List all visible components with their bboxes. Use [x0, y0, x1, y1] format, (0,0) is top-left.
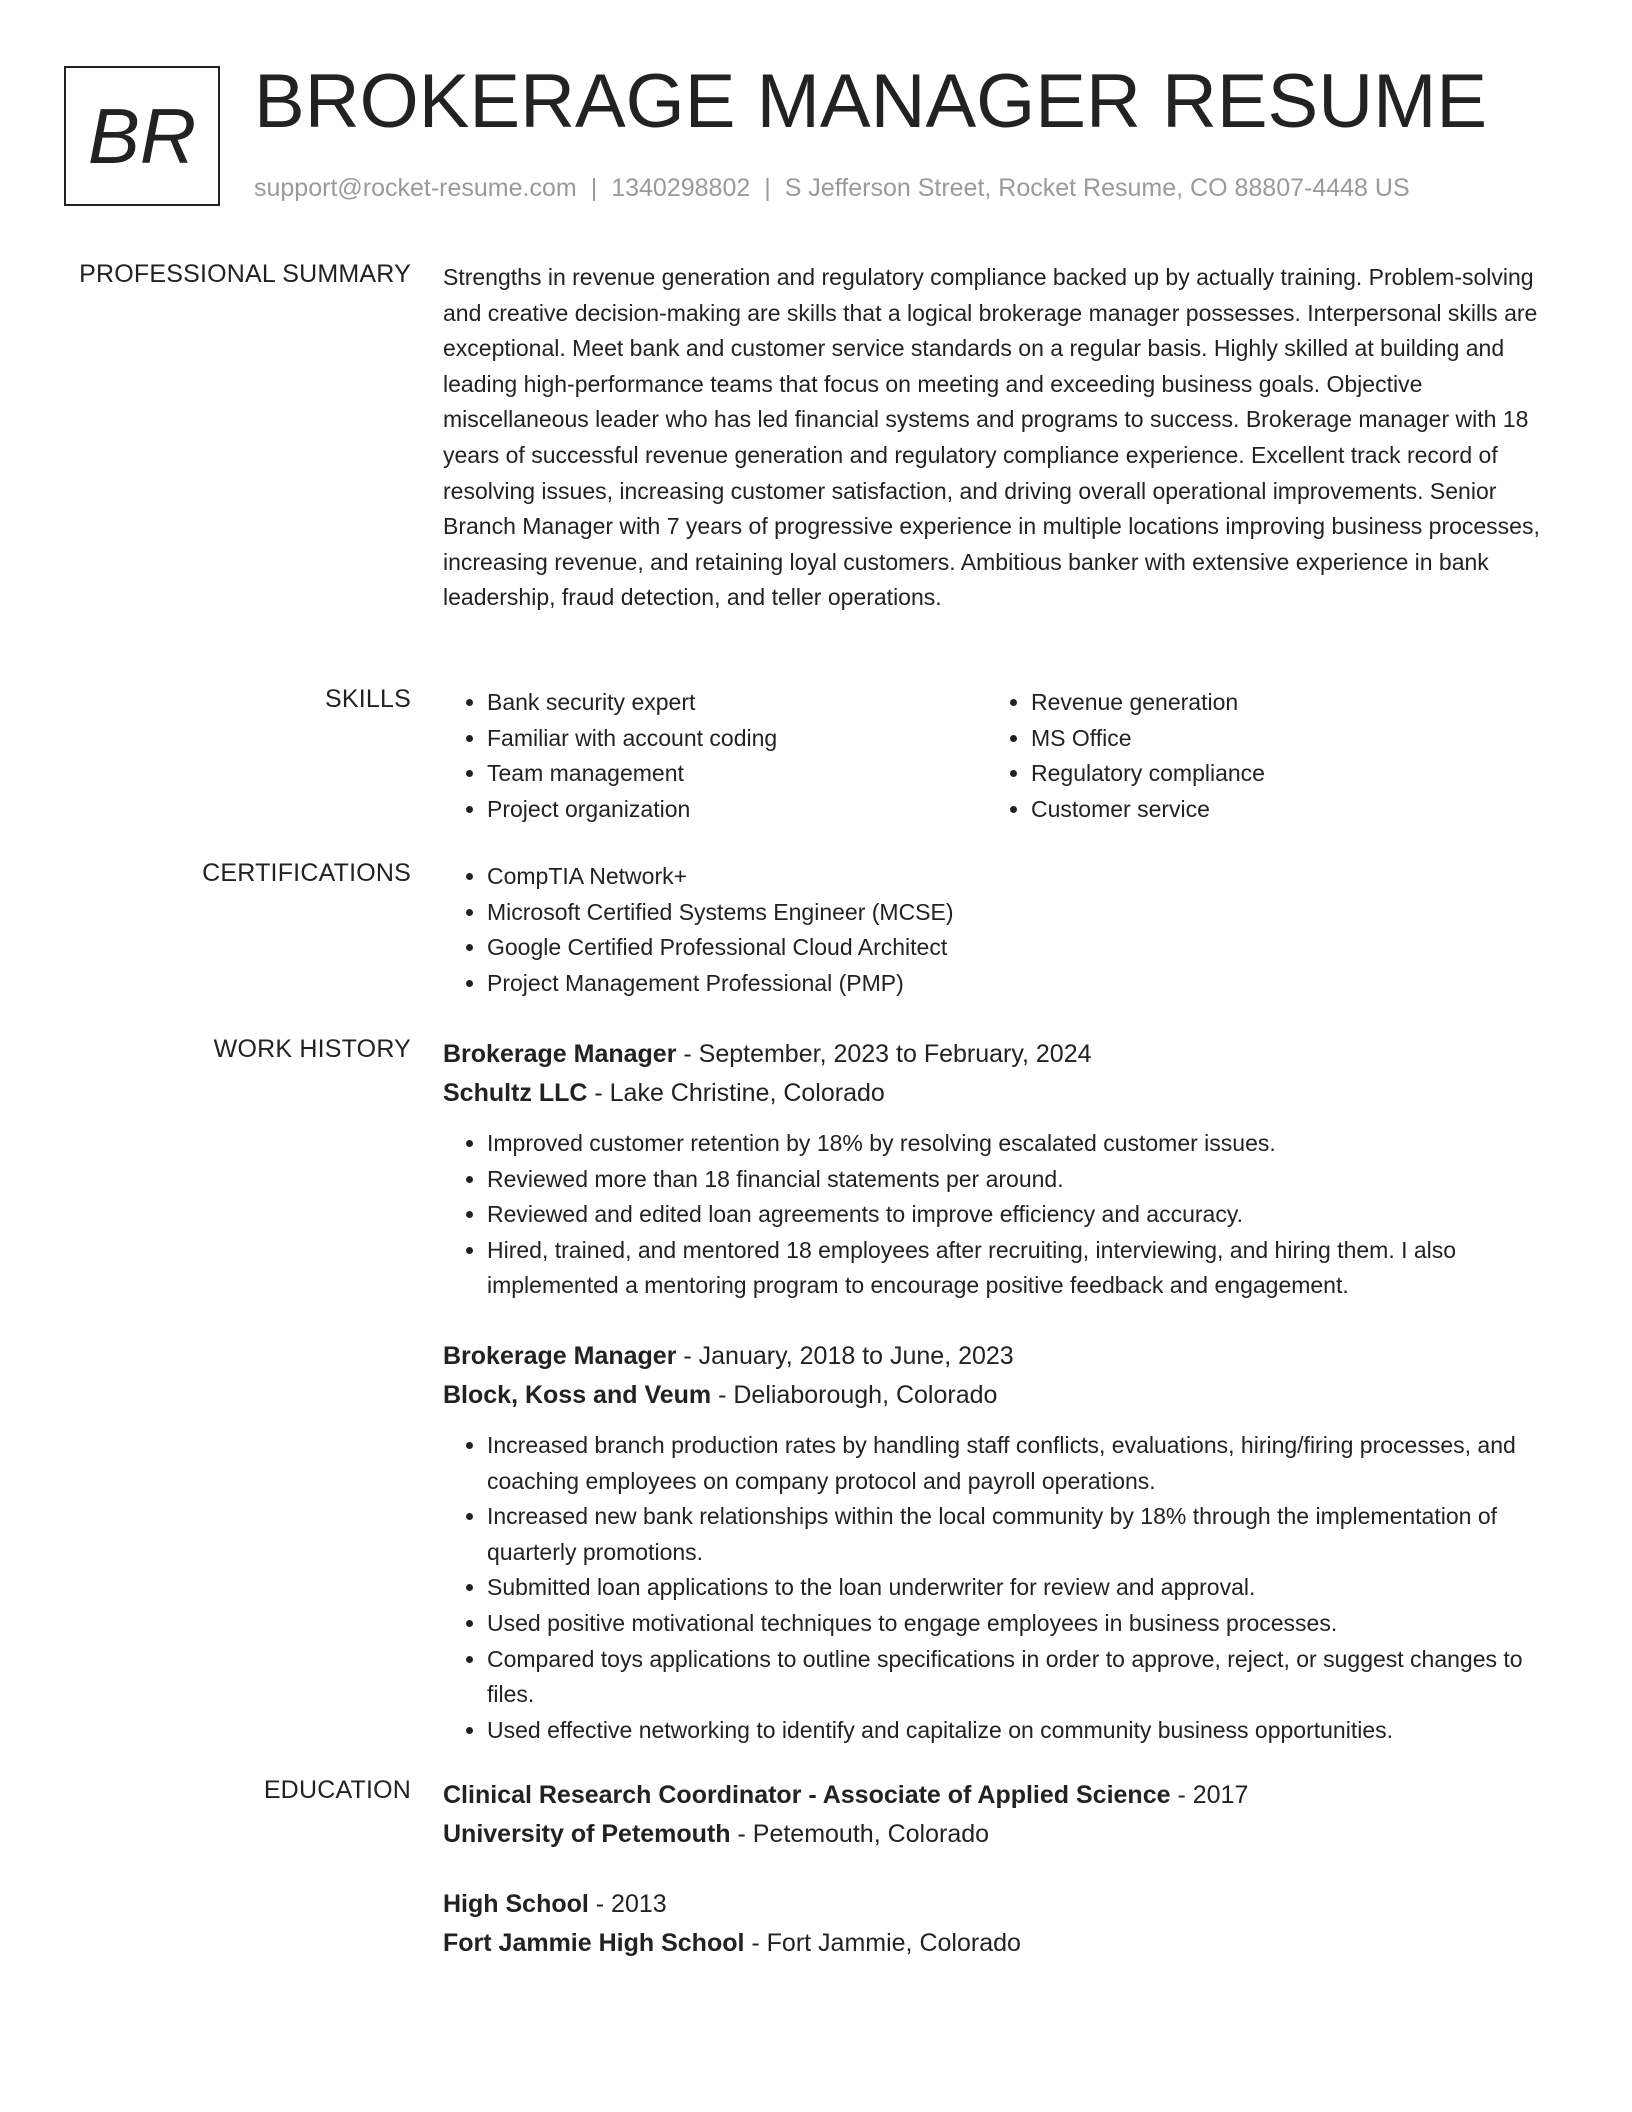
job-company-line: [443, 1376, 1553, 1415]
education-year: - 2013: [588, 1890, 667, 1918]
job-title: Brokerage Manager: [443, 1040, 677, 1068]
job-bullet: • Reviewed and edited loan agreements to improve efficiency and accuracy.: [487, 1197, 1553, 1233]
section-label-certifications: CERTIFICATIONS: [202, 859, 411, 887]
certification-item: • Google Certified Professional Cloud Architect: [487, 930, 1553, 966]
job-company-line: [443, 1074, 1553, 1113]
education-location: - Petemouth, Colorado: [730, 1820, 990, 1848]
skills-section: [0, 685, 1632, 835]
section-label-education: EDUCATION: [263, 1776, 411, 1804]
contact-phone[interactable]: 1340298802: [611, 174, 751, 202]
job-company: Block, Koss and Veum: [443, 1381, 712, 1409]
job-bullet: • Increased new bank relationships within the local community by 18% through the implementation of quarterly promotions.: [487, 1499, 1553, 1570]
education-location: - Fort Jammie, Colorado: [744, 1929, 1021, 1957]
job-bullet: • Hired, trained, and mentored 18 employees after recruiting, interviewing, and hiring them. I also implemented a mentoring program to encourage positive feedback and engagement.: [487, 1233, 1553, 1304]
job-bullet: • Increased branch production rates by handling staff conflicts, evaluations, hiring/firing processes, and coaching employees on company protocol and payroll operations.: [487, 1428, 1553, 1499]
job-location: - Lake Christine, Colorado: [587, 1079, 885, 1107]
contact-separator: |: [590, 174, 598, 202]
certification-item: • Project Management Professional (PMP): [487, 966, 1553, 1002]
job-title: Brokerage Manager: [443, 1342, 677, 1370]
job-bullet: • Submitted loan applications to the loan underwriter for review and approval.: [487, 1570, 1553, 1606]
certification-item: • CompTIA Network+: [487, 859, 1553, 895]
contact-address: S Jefferson Street, Rocket Resume, CO 88807-4448 US: [784, 174, 1410, 202]
section-label-summary: PROFESSIONAL SUMMARY: [79, 260, 411, 288]
education-degree-line: [443, 1776, 1553, 1815]
monogram-badge: BR: [64, 66, 220, 206]
education-school-line: [443, 1815, 1553, 1854]
section-label-work-history: WORK HISTORY: [213, 1035, 411, 1063]
section-label-skills: SKILLS: [325, 685, 411, 713]
job-entry: [443, 1035, 1553, 1304]
skill-item: • Regulatory compliance: [1031, 756, 1265, 792]
contact-separator: |: [764, 174, 771, 202]
education-degree: High School: [443, 1890, 589, 1918]
job-bullet: • Used effective networking to identify and capitalize on community business opportunities.: [487, 1713, 1553, 1749]
job-title-line: [443, 1035, 1553, 1074]
skill-item: • Familiar with account coding: [487, 721, 777, 757]
education-year: - 2017: [1170, 1781, 1249, 1809]
contact-email[interactable]: support@rocket-resume.com: [254, 174, 577, 202]
skills-column-right: [987, 685, 1265, 827]
job-dates: - September, 2023 to February, 2024: [676, 1040, 1092, 1068]
contact-line: [254, 174, 1410, 203]
job-bullet: • Compared toys applications to outline specifications in order to approve, reject, or suggest changes to files.: [487, 1642, 1553, 1713]
skill-item: • Customer service: [1031, 792, 1265, 828]
job-company: Schultz LLC: [443, 1079, 588, 1107]
education-school-line: [443, 1924, 1553, 1963]
education-school: University of Petemouth: [443, 1820, 731, 1848]
education-entry: [443, 1776, 1553, 1854]
summary-text: Strengths in revenue generation and regulatory compliance backed up by actually training. Problem-solving and creative decision-making are skills that a logical brokerage manager possesses. Interpersonal skills are exceptional. Meet bank and customer service standards on a regular basis. Highly skilled at building and leading high-performance teams that focus on meeting and exceeding business goals. Objective miscellaneous leader who has led financial systems and programs to success. Brokerage manager with 18 years of successful revenue generation and regulatory compliance experience. Excellent track record of resolving issues, increasing customer satisfaction, and driving overall operational improvements. Senior Branch Manager with 7 years of progressive experience in multiple locations improving business processes, increasing revenue, and retaining loyal customers. Ambitious banker with extensive experience in bank leadership, fraud detection, and teller operations.: [443, 264, 1540, 611]
education-school: Fort Jammie High School: [443, 1929, 745, 1957]
certification-item: • Microsoft Certified Systems Engineer (MCSE): [487, 895, 1553, 931]
skill-item: • MS Office: [1031, 721, 1265, 757]
job-bullet: • Used positive motivational techniques to engage employees in business processes.: [487, 1606, 1553, 1642]
skills-grid: [443, 685, 1553, 835]
job-entry: [443, 1337, 1553, 1748]
job-bullet: • Reviewed more than 18 financial statements per around.: [487, 1162, 1553, 1198]
skill-item: • Revenue generation: [1031, 685, 1265, 721]
education-degree-line: [443, 1885, 1553, 1924]
job-title-line: [443, 1337, 1553, 1376]
education-entry: [443, 1885, 1553, 1963]
resume-title: BROKERAGE MANAGER RESUME: [254, 59, 1488, 144]
skill-item: • Bank security expert: [487, 685, 777, 721]
skill-item: • Team management: [487, 756, 777, 792]
job-location: - Deliaborough, Colorado: [711, 1381, 998, 1409]
skill-item: • Project organization: [487, 792, 777, 828]
job-dates: - January, 2018 to June, 2023: [676, 1342, 1014, 1370]
job-bullet: • Improved customer retention by 18% by resolving escalated customer issues.: [487, 1126, 1553, 1162]
education-degree: Clinical Research Coordinator - Associate of Applied Science: [443, 1781, 1171, 1809]
skills-column-left: [443, 685, 777, 827]
certifications-list: [443, 859, 1553, 1001]
